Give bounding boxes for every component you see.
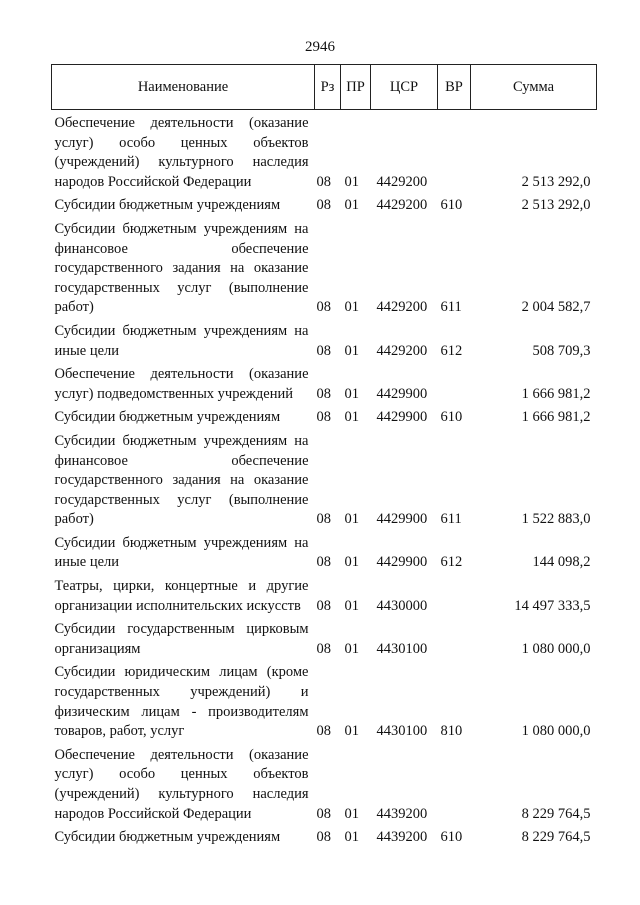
cell-rz: 08 xyxy=(316,197,331,214)
cell-name: Субсидии бюджетным учреждениям на финансовое обеспечение государственного задания на оказание государственных услуг (выполнение работ) xyxy=(54,220,309,316)
cell-name: Обеспечение деятельности (оказание услуг) особо ценных объектов (учреждений) культурного наследия народов Российской Федерации xyxy=(54,746,309,822)
cell-sum: 14 497 333,5 xyxy=(514,597,591,614)
table-row xyxy=(52,361,597,404)
cell-csr: 4429900 xyxy=(376,409,428,426)
cell-pr: 01 xyxy=(344,829,359,846)
table-row xyxy=(52,192,597,216)
cell-vr xyxy=(438,110,471,193)
cell-name: Субсидии юридическим лицам (кроме государственных учреждений) и физическим лицам - производителям товаров, работ, услуг xyxy=(54,664,309,740)
cell-rz: 08 xyxy=(316,597,331,614)
cell-sum: 8 229 764,5 xyxy=(521,829,591,846)
cell-csr: 4429200 xyxy=(376,299,428,316)
table-row xyxy=(52,318,597,361)
cell-name: Субсидии бюджетным учреждениям на иные цели xyxy=(54,534,309,571)
cell-sum: 1 666 981,2 xyxy=(521,409,591,426)
cell-sum: 144 098,2 xyxy=(532,554,591,571)
cell-pr: 01 xyxy=(344,342,359,359)
cell-name: Субсидии бюджетным учреждениям xyxy=(54,829,281,846)
header-sum: Сумма xyxy=(471,65,597,110)
table-row xyxy=(52,216,597,318)
table-row xyxy=(52,824,597,848)
table-row xyxy=(52,404,597,428)
cell-name: Субсидии государственным цирковым организациям xyxy=(54,621,309,657)
header-pr: ПР xyxy=(341,65,371,110)
cell-csr: 4429200 xyxy=(376,197,428,214)
cell-csr: 4429200 xyxy=(376,342,428,359)
cell-rz: 08 xyxy=(316,511,331,528)
table-row xyxy=(52,530,597,573)
cell-sum: 1 522 883,0 xyxy=(521,511,591,528)
cell-csr: 4429900 xyxy=(376,554,428,571)
cell-vr: 611 xyxy=(440,511,462,528)
cell-rz: 08 xyxy=(316,640,331,657)
cell-vr: 610 xyxy=(440,829,463,846)
cell-csr: 4430000 xyxy=(376,597,428,614)
cell-rz: 08 xyxy=(316,723,331,740)
cell-name: Театры, цирки, концертные и другие организации исполнительских искусств xyxy=(54,578,309,614)
cell-vr: 610 xyxy=(440,197,463,214)
cell-pr: 01 xyxy=(344,805,359,822)
cell-vr: 610 xyxy=(440,409,463,426)
cell-rz: 08 xyxy=(316,805,331,822)
header-name: Наименование xyxy=(52,65,315,110)
cell-name: Субсидии бюджетным учреждениям xyxy=(54,409,281,426)
table-header-row xyxy=(52,65,597,110)
cell-csr: 4439200 xyxy=(376,805,428,822)
budget-table xyxy=(51,64,597,848)
table-row xyxy=(52,659,597,741)
table-row xyxy=(52,742,597,824)
cell-vr: 810 xyxy=(440,723,463,740)
header-csr: ЦСР xyxy=(371,65,438,110)
cell-pr: 01 xyxy=(344,723,359,740)
cell-vr xyxy=(438,742,471,824)
cell-sum: 8 229 764,5 xyxy=(521,805,591,822)
cell-rz: 08 xyxy=(316,173,331,190)
table-row xyxy=(52,110,597,193)
cell-sum: 2 513 292,0 xyxy=(521,173,591,190)
cell-vr xyxy=(438,616,471,659)
cell-pr: 01 xyxy=(344,409,359,426)
cell-vr: 612 xyxy=(440,342,463,359)
header-vr: ВР xyxy=(438,65,471,110)
cell-csr: 4439200 xyxy=(376,829,428,846)
cell-rz: 08 xyxy=(316,409,331,426)
cell-pr: 01 xyxy=(344,554,359,571)
cell-pr: 01 xyxy=(344,511,359,528)
cell-sum: 1 666 981,2 xyxy=(521,385,591,402)
cell-rz: 08 xyxy=(316,829,331,846)
cell-vr: 612 xyxy=(440,554,463,571)
cell-name: Субсидии бюджетным учреждениям на финансовое обеспечение государственного задания на оказание государственных услуг (выполнение работ) xyxy=(54,432,309,528)
cell-name: Субсидии бюджетным учреждениям на иные цели xyxy=(54,322,309,359)
cell-vr xyxy=(438,361,471,404)
cell-pr: 01 xyxy=(344,197,359,214)
cell-sum: 2 004 582,7 xyxy=(521,299,591,316)
cell-name: Обеспечение деятельности (оказание услуг) особо ценных объектов (учреждений) культурного наследия народов Российской Федерации xyxy=(54,115,309,190)
header-rz: Рз xyxy=(315,65,341,110)
cell-rz: 08 xyxy=(316,554,331,571)
cell-csr: 4429900 xyxy=(376,385,428,402)
cell-pr: 01 xyxy=(344,597,359,614)
cell-pr: 01 xyxy=(344,640,359,657)
page-number: 2946 xyxy=(305,39,335,55)
cell-csr: 4429900 xyxy=(376,511,428,528)
cell-sum: 2 513 292,0 xyxy=(521,197,591,214)
table-row xyxy=(52,573,597,616)
cell-vr xyxy=(438,573,471,616)
cell-csr: 4430100 xyxy=(376,640,428,657)
cell-rz: 08 xyxy=(316,385,331,402)
cell-sum: 508 709,3 xyxy=(532,342,591,359)
cell-csr: 4430100 xyxy=(376,723,428,740)
cell-rz: 08 xyxy=(316,342,331,359)
cell-vr: 611 xyxy=(440,299,462,316)
cell-sum: 1 080 000,0 xyxy=(521,640,591,657)
cell-name: Обеспечение деятельности (оказание услуг) подведомственных учреждений xyxy=(54,366,309,402)
cell-sum: 1 080 000,0 xyxy=(521,723,591,740)
table-row xyxy=(52,616,597,659)
cell-csr: 4429200 xyxy=(376,173,428,190)
table-row xyxy=(52,428,597,530)
cell-pr: 01 xyxy=(344,299,359,316)
cell-name: Субсидии бюджетным учреждениям xyxy=(54,197,281,214)
cell-pr: 01 xyxy=(344,173,359,190)
cell-pr: 01 xyxy=(344,385,359,402)
cell-rz: 08 xyxy=(316,299,331,316)
